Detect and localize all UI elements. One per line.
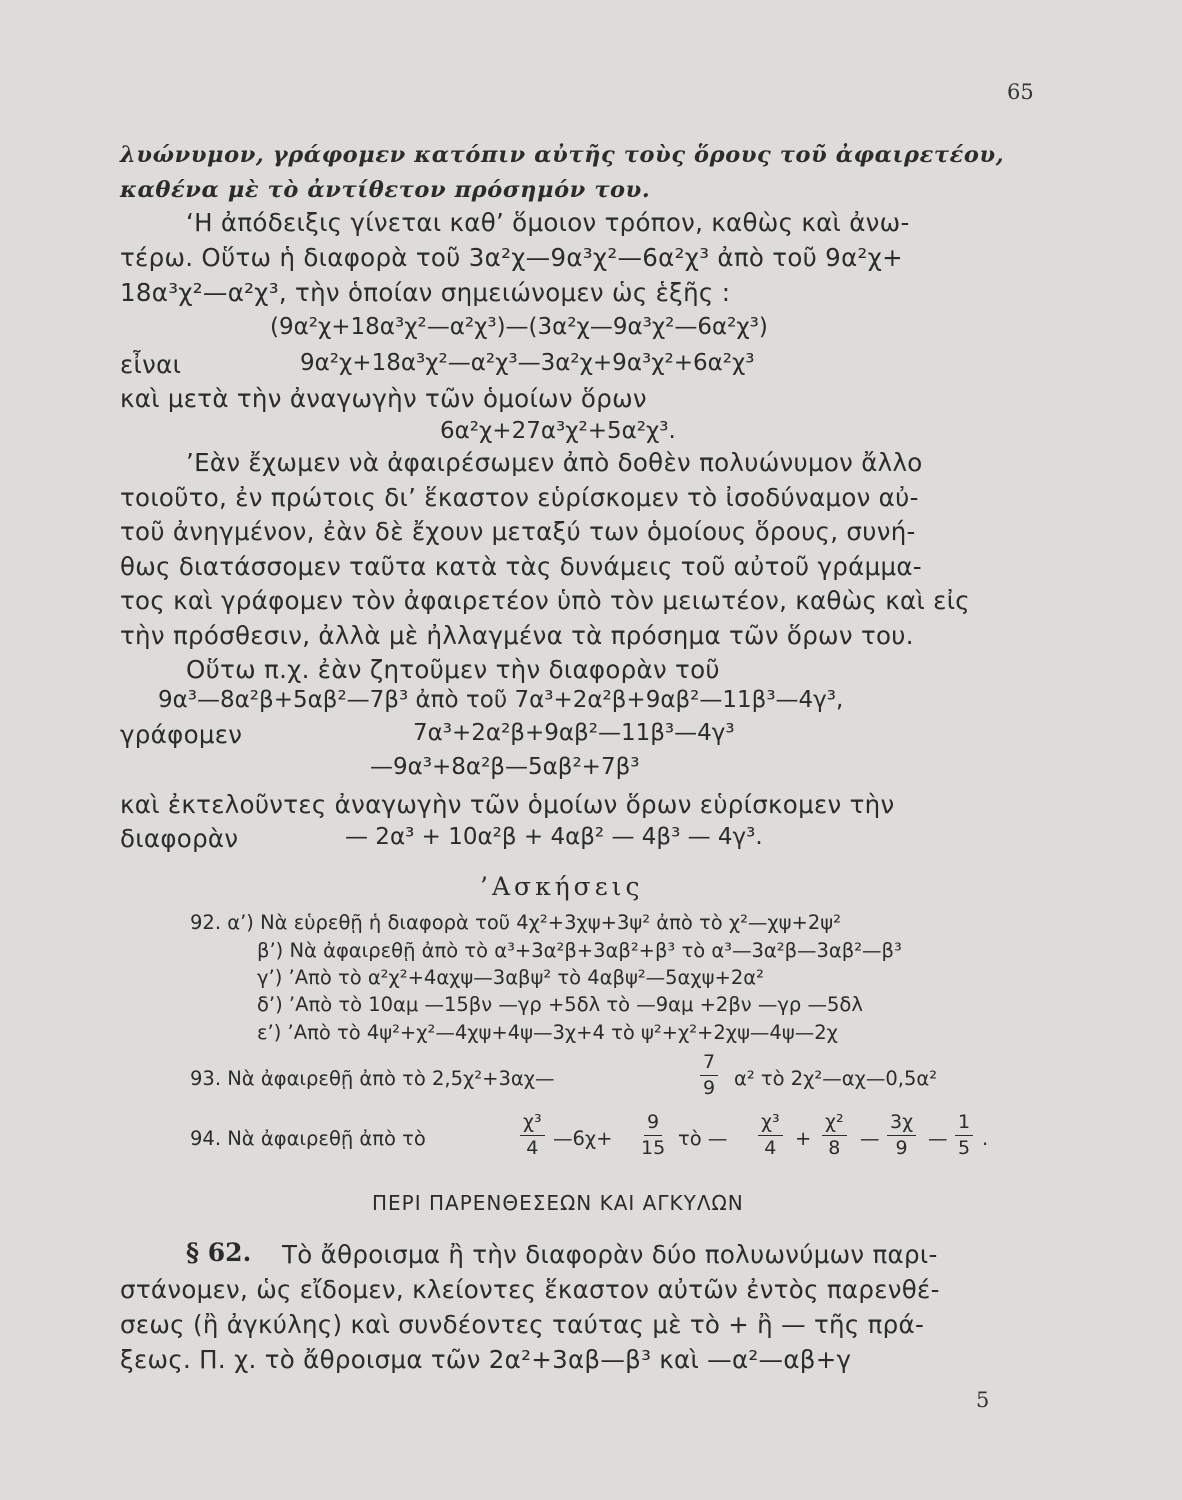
minus-sign: — bbox=[860, 1127, 880, 1150]
equation-result: — 2α³ + 10α²β + 4αβ² — 4β³ — 4γ³. bbox=[345, 824, 763, 850]
text-line: τοιοῦτο, ἐν πρώτοις δι’ ἕκαστον εὑρίσκομεν τὸ ἰσοδύναμον αὐ- bbox=[120, 483, 919, 512]
equation: —9α³+8α²β—5αβ²+7β³ bbox=[370, 754, 640, 780]
fraction bbox=[887, 1113, 916, 1158]
label-grafomen: γράφομεν bbox=[120, 720, 243, 749]
section-title: ΠΕΡΙ ΠΑΡΕΝΘΕΣΕΩΝ ΚΑΙ ΑΓΚΥΛΩΝ bbox=[372, 1191, 744, 1215]
fraction-denominator: 9 bbox=[895, 1137, 908, 1159]
text-line: 18α³χ²—α²χ³, τὴν ὁποίαν σημειώνομεν ὡς ἑξῆς : bbox=[120, 278, 731, 307]
exercise-94-term: —6χ+ bbox=[553, 1127, 613, 1150]
fraction bbox=[822, 1113, 847, 1158]
minus-sign: — bbox=[928, 1127, 948, 1150]
fraction-numerator: 9 bbox=[644, 1113, 662, 1136]
fraction-numerator: 1 bbox=[955, 1113, 973, 1136]
equation: 7α³+2α²β+9αβ²—11β³—4γ³ bbox=[413, 720, 735, 746]
label-diaforan: διαφορὰν bbox=[120, 824, 239, 853]
text-line: θως διατάσσομεν ταῦτα κατὰ τὰς δυνάμεις τοῦ αὐτοῦ γράμμα- bbox=[120, 552, 922, 581]
text-line: ξεως. Π. χ. τὸ ἄθροισμα τῶν 2α²+3αβ—β³ καὶ —α²—αβ+γ bbox=[120, 1345, 852, 1374]
period: . bbox=[982, 1127, 989, 1150]
exercise-92c: γ’) ’Απὸ τὸ α²χ²+4αχψ—3αβψ² τὸ 4αβψ²—5αχψ+2α² bbox=[257, 966, 764, 989]
text-line: ‘Η ἀπόδειξις γίνεται καθ’ ὅμοιον τρόπον, καθὼς καὶ ἀνω- bbox=[186, 208, 910, 237]
fraction-denominator: 9 bbox=[703, 1077, 716, 1099]
fraction bbox=[955, 1113, 973, 1158]
intro-line: λυώνυμον, γράφομεν κατόπιν αὐτῆς τοὺς ὅρους τοῦ ἀφαιρετέου, bbox=[120, 142, 1005, 168]
fraction bbox=[700, 1053, 718, 1098]
exercise-94-to: τὸ — bbox=[678, 1127, 728, 1150]
equation: 9α³—8α²β+5αβ²—7β³ ἀπὸ τοῦ 7α³+2α²β+9αβ²—11β³—4γ³, bbox=[158, 687, 844, 713]
text-line: ’Εὰν ἔχωμεν νὰ ἀφαιρέσωμεν ἀπὸ δοθὲν πολυώνυμον ἄλλο bbox=[186, 448, 923, 477]
fraction-numerator: 7 bbox=[700, 1053, 718, 1076]
fraction bbox=[638, 1113, 668, 1158]
page-number-bottom: 5 bbox=[976, 1388, 990, 1412]
text-line: Οὕτω π.χ. ἐὰν ζητοῦμεν τὴν διαφορὰν τοῦ bbox=[186, 655, 720, 684]
exercise-93-start: 93. Νὰ ἀφαιρεθῇ ἀπὸ τὸ 2,5χ²+3αχ— bbox=[190, 1067, 555, 1090]
text-line: σεως (ἢ ἀγκύλης) καὶ συνδέοντες ταύτας μὲ τὸ + ἢ — τῆς πρά- bbox=[120, 1310, 925, 1339]
label-einai: εἶναι bbox=[120, 350, 182, 379]
text-line: τος καὶ γράφομεν τὸν ἀφαιρετέον ὑπὸ τὸν μειωτέον, καθὼς καὶ εἰς bbox=[120, 586, 970, 615]
fraction-denominator: 15 bbox=[641, 1137, 666, 1159]
equation: (9α²χ+18α³χ²—α²χ³)—(3α²χ—9α³χ²—6α²χ³) bbox=[270, 314, 768, 340]
exercise-92b: β’) Νὰ ἀφαιρεθῇ ἀπὸ τὸ α³+3α²β+3αβ²+β³ τὸ α³—3α²β—3αβ²—β³ bbox=[257, 939, 902, 962]
fraction bbox=[758, 1113, 783, 1158]
text-line: στάνομεν, ὡς εἴδομεν, κλείοντες ἕκαστον αὐτῶν ἐντὸς παρενθέ- bbox=[120, 1275, 940, 1304]
fraction bbox=[520, 1113, 545, 1158]
equation: 9α²χ+18α³χ²—α²χ³—3α²χ+9α³χ²+6α²χ³ bbox=[300, 350, 755, 376]
text-line: τέρω. Οὕτω ἡ διαφορὰ τοῦ 3α²χ—9α³χ²—6α²χ³ ἀπὸ τοῦ 9α²χ+ bbox=[120, 243, 903, 272]
text-line: τὴν πρόσθεσιν, ἀλλὰ μὲ ἠλλαγμένα τὰ πρόσημα τῶν ὅρων του. bbox=[120, 621, 914, 650]
equation: 6α²χ+27α³χ²+5α²χ³. bbox=[440, 418, 676, 444]
text-line: καὶ ἐκτελοῦντες ἀναγωγὴν τῶν ὁμοίων ὅρων εὑρίσκομεν τὴν bbox=[120, 790, 895, 819]
fraction-denominator: 5 bbox=[958, 1137, 971, 1159]
exercise-94-start: 94. Νὰ ἀφαιρεθῇ ἀπὸ τὸ bbox=[190, 1127, 426, 1150]
exercise-92d: δ’) ’Απὸ τὸ 10αμ —15βν —γρ +5δλ τὸ —9αμ +2βν —γρ —5δλ bbox=[257, 993, 863, 1016]
text-line: τοῦ ἀνηγμένον, ἐὰν δὲ ἔχουν μεταξύ των ὁμοίους ὅρους, συνή- bbox=[120, 517, 916, 546]
exercises-heading: ’Ασκήσεις bbox=[480, 872, 644, 901]
exercise-92e: ε’) ’Απὸ τὸ 4ψ²+χ²—4χψ+4ψ—3χ+4 τὸ ψ²+χ²+2χψ—4ψ—2χ bbox=[257, 1021, 838, 1044]
intro-line: καθένα μὲ τὸ ἀντίθετον πρόσημόν του. bbox=[120, 177, 651, 203]
section-number: § 62. bbox=[186, 1238, 252, 1267]
text-line: καὶ μετὰ τὴν ἀναγωγὴν τῶν ὁμοίων ὅρων bbox=[120, 384, 647, 413]
fraction-numerator: χ³ bbox=[520, 1113, 545, 1136]
page-number-top: 65 bbox=[1007, 80, 1034, 104]
exercise-92a: 92. α’) Νὰ εὑρεθῇ ἡ διαφορὰ τοῦ 4χ²+3χψ+3ψ² ἀπὸ τὸ χ²—χψ+2ψ² bbox=[190, 911, 841, 934]
fraction-denominator: 8 bbox=[828, 1137, 841, 1159]
fraction-denominator: 4 bbox=[526, 1137, 539, 1159]
fraction-numerator: χ² bbox=[822, 1113, 847, 1136]
fraction-numerator: 3χ bbox=[887, 1113, 916, 1136]
plus-sign: + bbox=[795, 1127, 812, 1150]
text-line: Τὸ ἄθροισμα ἢ τὴν διαφορὰν δύο πολυωνύμων παρι- bbox=[282, 1240, 938, 1269]
fraction-numerator: χ³ bbox=[758, 1113, 783, 1136]
fraction-denominator: 4 bbox=[764, 1137, 777, 1159]
exercise-93-end: α² τὸ 2χ²—αχ—0,5α² bbox=[734, 1067, 938, 1090]
